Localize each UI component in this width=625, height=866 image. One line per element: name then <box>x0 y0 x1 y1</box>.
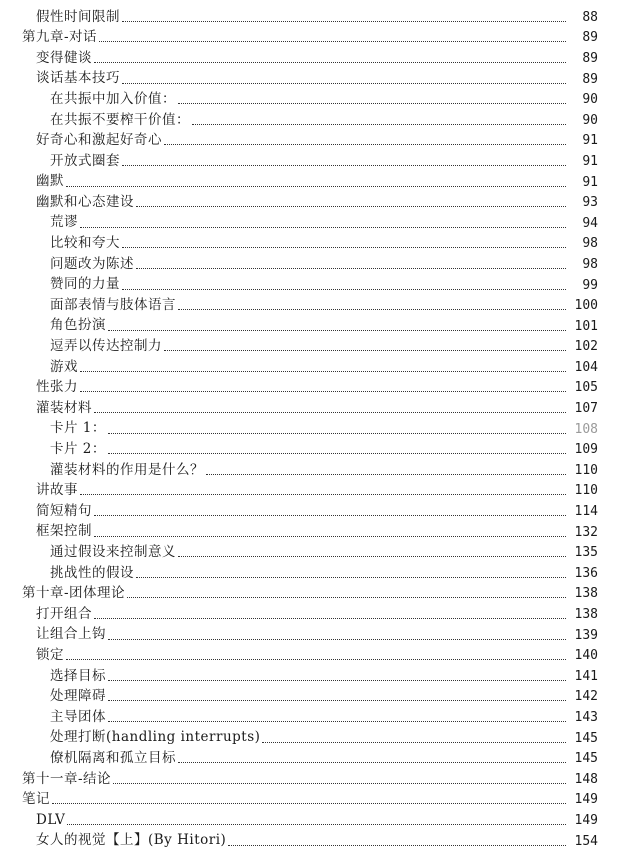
toc-entry-title: 讲故事 <box>36 482 78 499</box>
dot-leader <box>108 639 566 640</box>
toc-entry[interactable] <box>0 460 625 481</box>
toc-entry-page-number: 138 <box>574 607 598 623</box>
toc-entry[interactable] <box>0 625 625 646</box>
toc-entry-title: 笔记 <box>22 791 50 808</box>
dot-leader <box>108 700 566 701</box>
toc-entry-page-number: 142 <box>574 689 598 705</box>
toc-entry-page-number: 149 <box>574 812 598 828</box>
toc-entry[interactable] <box>0 378 625 399</box>
toc-entry-title: 在共振不要榨干价值： <box>50 111 190 128</box>
dot-leader <box>136 268 566 269</box>
toc-entry-title: 谈话基本技巧 <box>36 70 120 87</box>
toc-entry-title: 女人的视觉【上】(By Hitori) <box>36 832 227 849</box>
toc-entry[interactable] <box>0 234 625 255</box>
toc-entry-title: 处理障碍 <box>50 688 106 705</box>
toc-entry-page-number: 94 <box>582 215 598 231</box>
toc-entry-title: 开放式圈套 <box>50 152 120 169</box>
toc-entry-page-number: 104 <box>574 359 598 375</box>
toc-entry[interactable] <box>0 666 625 687</box>
toc-entry-page-number: 98 <box>582 256 598 272</box>
dot-leader <box>108 721 566 722</box>
toc-entry-page-number: 107 <box>574 401 598 417</box>
toc-entry-page-number: 108 <box>574 421 598 437</box>
dot-leader <box>108 453 566 454</box>
dot-leader <box>94 618 566 619</box>
toc-entry-page-number: 143 <box>574 709 598 725</box>
toc-entry-title: 在共振中加入价值： <box>50 90 176 107</box>
dot-leader <box>127 597 566 598</box>
toc-entry[interactable] <box>0 131 625 152</box>
toc-entry[interactable] <box>0 604 625 625</box>
toc-entry[interactable] <box>0 110 625 131</box>
toc-entry-title: 卡片 2： <box>50 441 106 458</box>
dot-leader <box>122 83 566 84</box>
toc-entry-page-number: 139 <box>574 627 598 643</box>
toc-entry-title: DLV <box>36 811 66 828</box>
dot-leader <box>66 659 566 660</box>
toc-entry-page-number: 110 <box>574 462 598 478</box>
toc-entry-title: 僚机隔离和孤立目标 <box>50 749 176 766</box>
toc-entry-page-number: 138 <box>574 586 598 602</box>
toc-entry-title: 幽默 <box>36 173 64 190</box>
toc-entry-page-number: 100 <box>574 298 598 314</box>
toc-entry[interactable] <box>0 28 625 49</box>
toc-entry[interactable] <box>0 295 625 316</box>
dot-leader <box>80 227 566 228</box>
toc-entry-title: 游戏 <box>50 358 78 375</box>
toc-entry[interactable] <box>0 728 625 749</box>
dot-leader <box>192 124 566 125</box>
toc-entry[interactable] <box>0 7 625 28</box>
toc-entry-title: 问题改为陈述 <box>50 255 134 272</box>
toc-entry[interactable] <box>0 522 625 543</box>
toc-entry[interactable] <box>0 419 625 440</box>
toc-entry-title: 处理打断(handling interrupts) <box>50 729 261 746</box>
toc-entry[interactable] <box>0 89 625 110</box>
toc-entry-page-number: 89 <box>582 71 598 87</box>
toc-entry-page-number: 102 <box>574 339 598 355</box>
toc-entry-title: 卡片 1： <box>50 420 106 437</box>
toc-entry-page-number: 140 <box>574 648 598 664</box>
toc-entry-title: 打开组合 <box>36 605 92 622</box>
toc-entry[interactable] <box>0 769 625 790</box>
dot-leader <box>99 41 566 42</box>
toc-entry-page-number: 91 <box>582 133 598 149</box>
dot-leader <box>94 62 566 63</box>
toc-entry[interactable] <box>0 790 625 811</box>
toc-entry-title: 变得健谈 <box>36 49 92 66</box>
toc-entry-page-number: 101 <box>574 318 598 334</box>
toc-entry-page-number: 148 <box>574 771 598 787</box>
toc-entry-title: 面部表情与肢体语言 <box>50 296 176 313</box>
dot-leader <box>122 289 566 290</box>
toc-entry[interactable] <box>0 748 625 769</box>
toc-entry-title: 主导团体 <box>50 708 106 725</box>
toc-entry-page-number: 91 <box>582 174 598 190</box>
toc-entry-title: 灌装材料的作用是什么？ <box>50 461 204 478</box>
dot-leader <box>52 803 566 804</box>
dot-leader <box>80 371 566 372</box>
toc-entry-title: 选择目标 <box>50 667 106 684</box>
toc-entry-page-number: 109 <box>574 442 598 458</box>
toc-entry[interactable] <box>0 151 625 172</box>
toc-entry[interactable] <box>0 584 625 605</box>
toc-entry[interactable] <box>0 501 625 522</box>
dot-leader <box>262 742 566 743</box>
dot-leader <box>178 762 566 763</box>
dot-leader <box>164 144 566 145</box>
toc-entry-page-number: 93 <box>582 195 598 211</box>
dot-leader <box>136 206 566 207</box>
dot-leader <box>178 556 566 557</box>
toc-entry-page-number: 145 <box>574 751 598 767</box>
toc-entry-page-number: 99 <box>582 277 598 293</box>
toc-entry[interactable] <box>0 172 625 193</box>
dot-leader <box>113 783 566 784</box>
toc-entry[interactable] <box>0 831 625 852</box>
toc-entry-page-number: 90 <box>582 112 598 128</box>
toc-entry[interactable] <box>0 707 625 728</box>
toc-entry-page-number: 149 <box>574 792 598 808</box>
dot-leader <box>122 247 566 248</box>
dot-leader <box>206 474 566 475</box>
toc-entry-page-number: 136 <box>574 565 598 581</box>
table-of-contents <box>0 7 625 851</box>
toc-entry-title: 幽默和心态建设 <box>36 193 134 210</box>
toc-entry-title: 性张力 <box>36 379 78 396</box>
toc-entry[interactable] <box>0 192 625 213</box>
toc-entry-page-number: 154 <box>574 833 598 849</box>
toc-entry[interactable] <box>0 439 625 460</box>
toc-entry[interactable] <box>0 645 625 666</box>
dot-leader <box>228 845 566 846</box>
toc-entry[interactable] <box>0 275 625 296</box>
toc-entry-page-number: 141 <box>574 668 598 684</box>
dot-leader <box>164 350 566 351</box>
toc-entry[interactable] <box>0 563 625 584</box>
toc-entry-title: 让组合上钩 <box>36 626 106 643</box>
toc-entry-title: 第十一章-结论 <box>22 770 112 787</box>
toc-entry-page-number: 98 <box>582 236 598 252</box>
dot-leader <box>94 515 566 516</box>
toc-entry-title: 好奇心和激起好奇心 <box>36 132 162 149</box>
toc-entry-page-number: 90 <box>582 92 598 108</box>
dot-leader <box>94 536 566 537</box>
toc-entry[interactable] <box>0 316 625 337</box>
toc-entry-page-number: 89 <box>582 30 598 46</box>
toc-entry-page-number: 145 <box>574 730 598 746</box>
toc-entry-page-number: 89 <box>582 50 598 66</box>
toc-entry[interactable] <box>0 481 625 502</box>
toc-entry-page-number: 88 <box>582 9 598 25</box>
dot-leader <box>94 412 566 413</box>
dot-leader <box>136 577 566 578</box>
toc-entry-page-number: 91 <box>582 153 598 169</box>
toc-entry[interactable] <box>0 810 625 831</box>
toc-entry[interactable] <box>0 542 625 563</box>
toc-entry[interactable] <box>0 687 625 708</box>
dot-leader <box>80 391 566 392</box>
toc-entry-title: 假性时间限制 <box>36 8 120 25</box>
toc-entry-page-number: 110 <box>574 483 598 499</box>
toc-entry-title: 比较和夸大 <box>50 235 120 252</box>
toc-entry-title: 角色扮演 <box>50 317 106 334</box>
dot-leader <box>108 433 566 434</box>
dot-leader <box>178 103 566 104</box>
toc-entry[interactable] <box>0 398 625 419</box>
toc-entry[interactable] <box>0 69 625 90</box>
dot-leader <box>108 680 566 681</box>
toc-entry-page-number: 105 <box>574 380 598 396</box>
toc-entry-title: 第九章-对话 <box>22 29 98 46</box>
dot-leader <box>67 824 566 825</box>
toc-entry[interactable] <box>0 254 625 275</box>
dot-leader <box>108 330 566 331</box>
toc-entry[interactable] <box>0 213 625 234</box>
toc-entry-title: 挑战性的假设 <box>50 564 134 581</box>
dot-leader <box>80 494 566 495</box>
toc-entry-title: 简短精句 <box>36 502 92 519</box>
toc-entry-title: 灌装材料 <box>36 399 92 416</box>
toc-entry-page-number: 135 <box>574 545 598 561</box>
toc-entry-title: 通过假设来控制意义 <box>50 543 176 560</box>
toc-entry-title: 锁定 <box>36 646 64 663</box>
toc-entry[interactable] <box>0 337 625 358</box>
toc-entry-title: 逗弄以传达控制力 <box>50 338 162 355</box>
toc-entry[interactable] <box>0 357 625 378</box>
toc-entry-title: 荒谬 <box>50 214 78 231</box>
toc-entry-title: 赞同的力量 <box>50 276 120 293</box>
toc-entry[interactable] <box>0 48 625 69</box>
dot-leader <box>122 165 566 166</box>
toc-entry-title: 第十章-团体理论 <box>22 585 126 602</box>
dot-leader <box>66 186 566 187</box>
toc-entry-page-number: 114 <box>574 504 598 520</box>
dot-leader <box>178 309 566 310</box>
toc-entry-page-number: 132 <box>574 524 598 540</box>
dot-leader <box>122 21 566 22</box>
toc-entry-title: 框架控制 <box>36 523 92 540</box>
